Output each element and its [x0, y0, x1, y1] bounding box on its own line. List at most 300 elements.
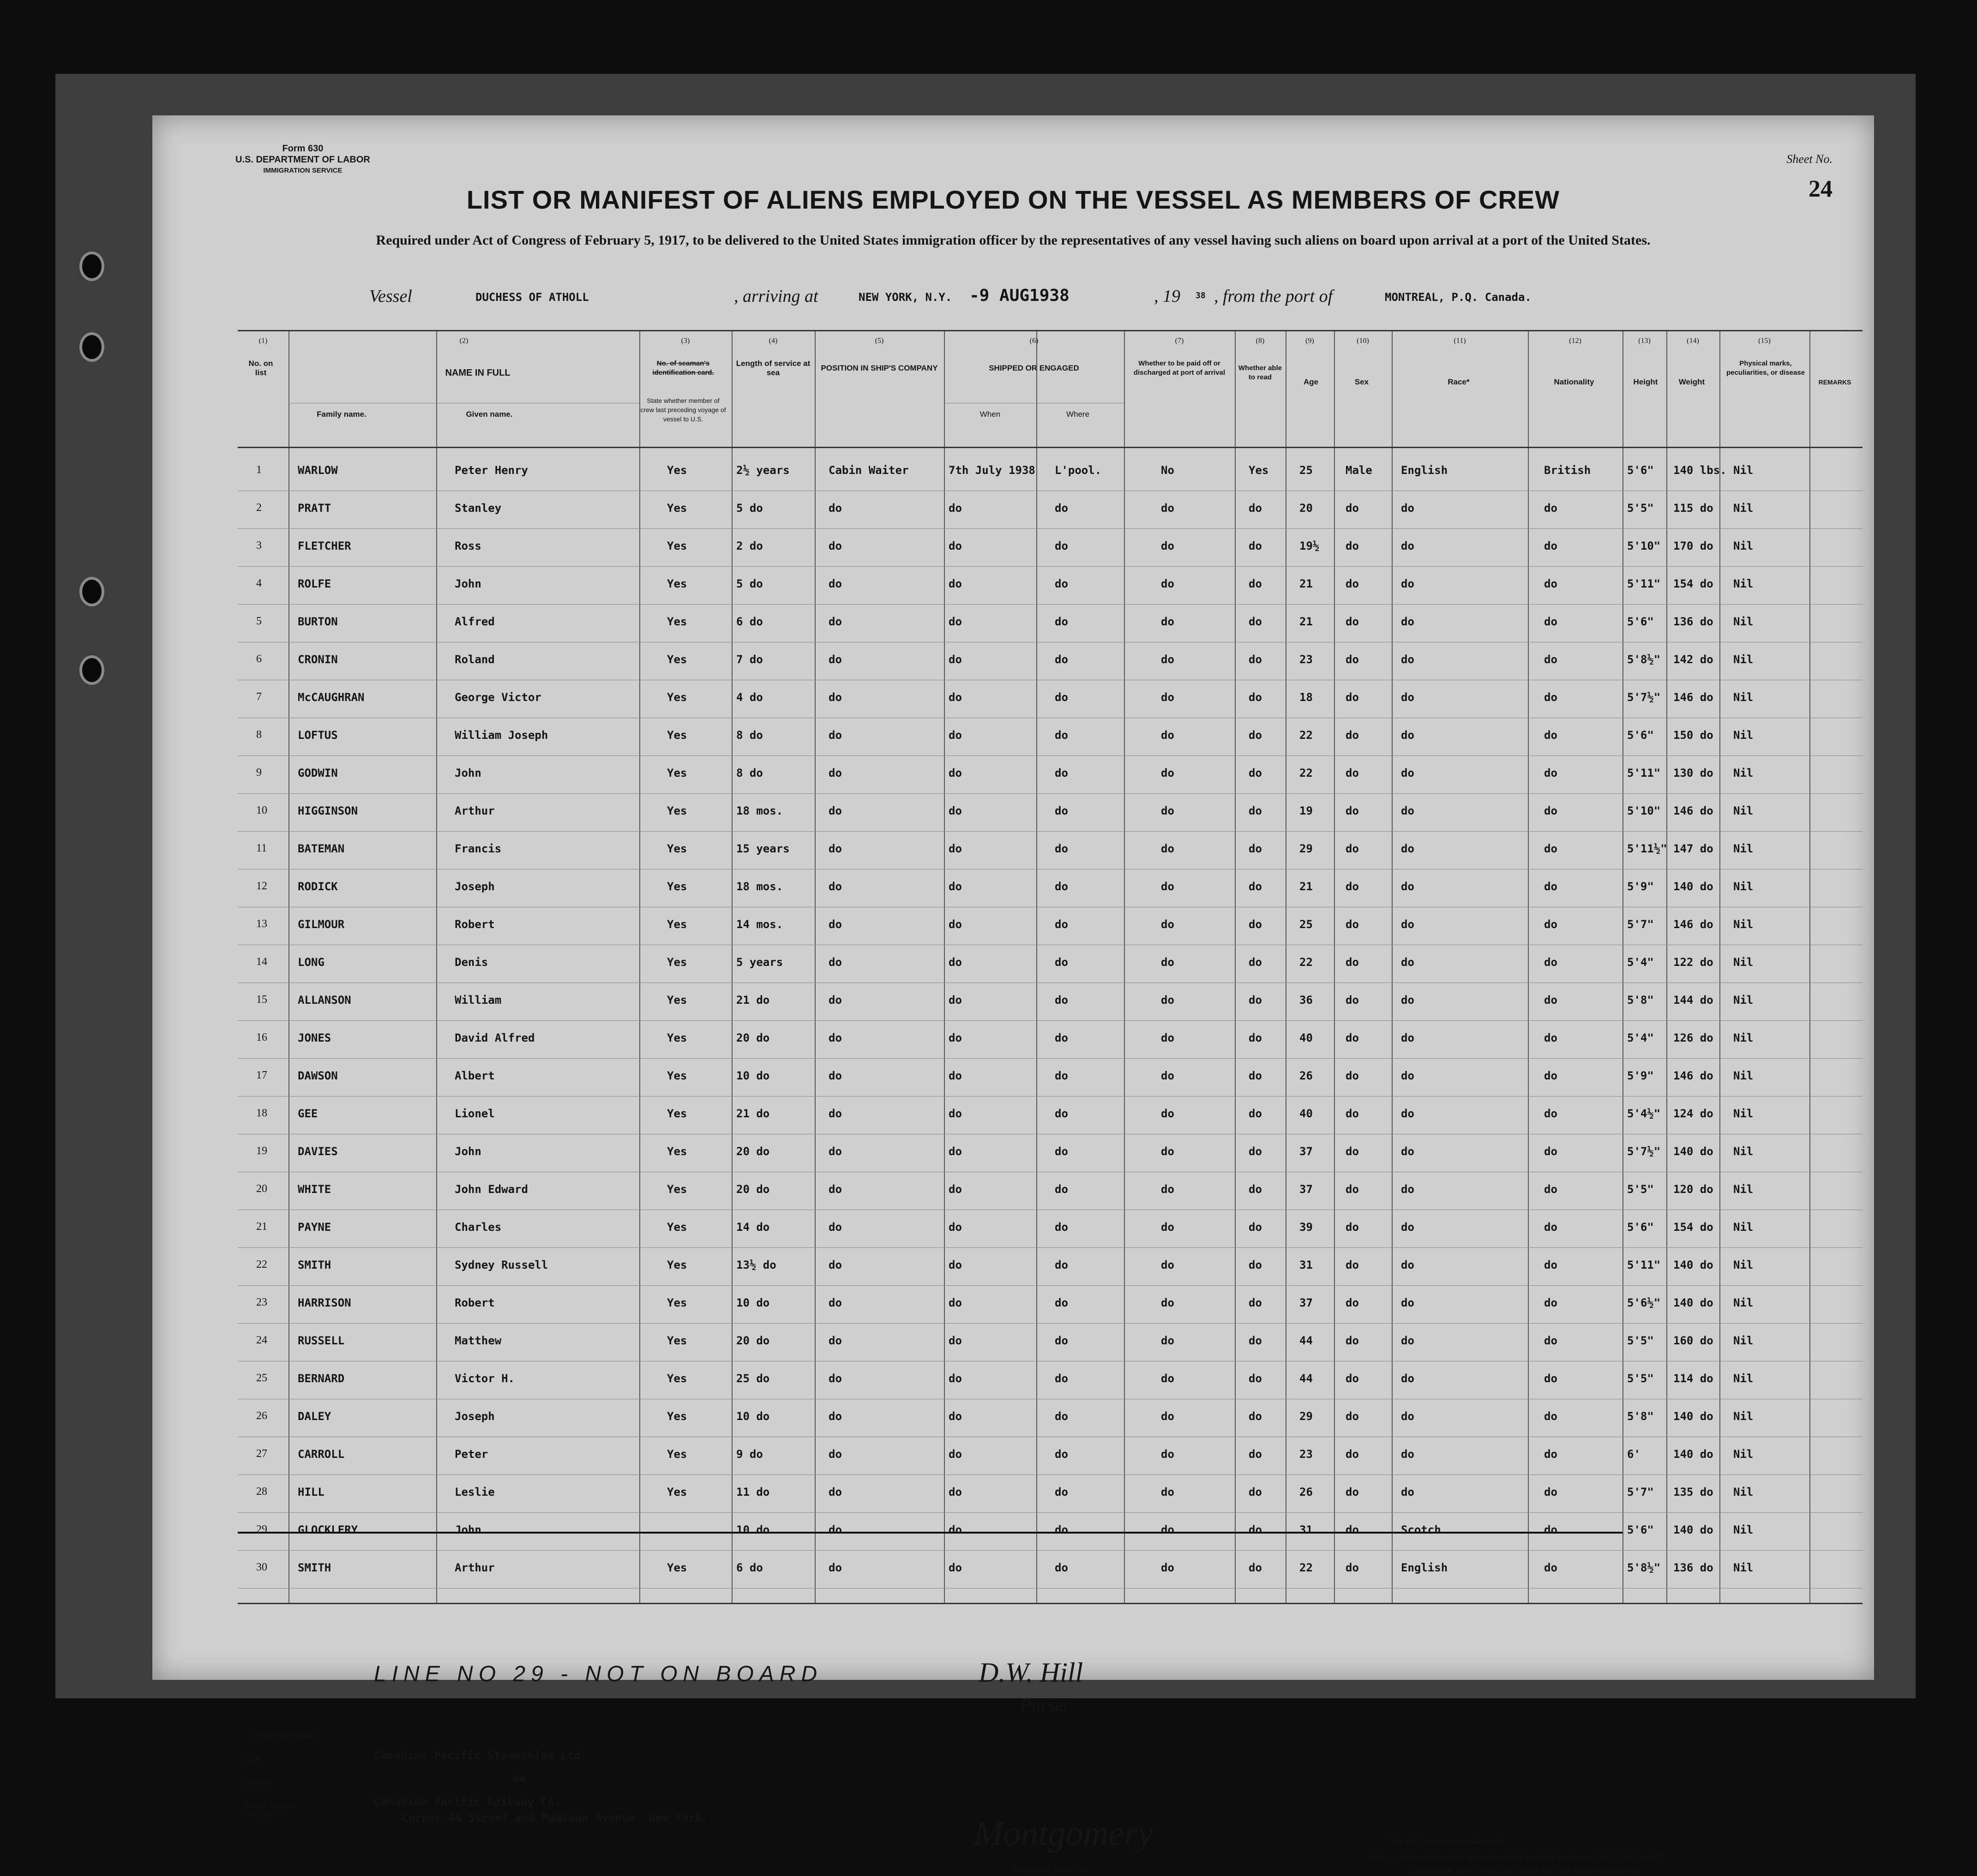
penalty-note-1: Note.—Failure to furnish full or correct information in columns (2), (5), (6) and (7) — [1371, 1853, 1664, 1863]
family-name-cell: HIGGINSON — [298, 804, 358, 817]
binding-hole — [79, 655, 104, 685]
height-cell: 5'6½" — [1627, 1296, 1661, 1309]
weight-cell: 146 do — [1673, 691, 1713, 704]
previous-voyage-cell: Yes — [667, 729, 687, 742]
paid-off-cell: do — [1161, 918, 1174, 931]
age-cell: 19 — [1299, 804, 1313, 817]
physical-marks-cell: Nil — [1733, 842, 1754, 855]
position-cell: do — [829, 502, 842, 515]
position-cell: do — [829, 729, 842, 742]
physical-marks-cell: Nil — [1733, 539, 1754, 552]
race-cell: do — [1401, 956, 1414, 969]
race-cell: do — [1401, 729, 1414, 742]
paid-off-cell: do — [1161, 539, 1174, 552]
able-to-read-cell: do — [1249, 539, 1262, 552]
paid-off-cell: do — [1161, 1296, 1174, 1309]
service-length-cell: 21 do — [736, 1107, 770, 1120]
given-name-cell: George Victor — [455, 691, 541, 704]
position-cell: do — [829, 1486, 842, 1498]
previous-voyage-cell: Yes — [667, 1069, 687, 1082]
physical-marks-cell: Nil — [1733, 653, 1754, 666]
row-number-cell: 10 — [256, 804, 267, 816]
table-row — [238, 681, 1863, 718]
weight-cell: 140 do — [1673, 1523, 1713, 1536]
shipped-where-cell: do — [1055, 767, 1068, 779]
able-to-read-cell: do — [1249, 577, 1262, 590]
previous-voyage-cell: Yes — [667, 1334, 687, 1347]
physical-marks-cell: Nil — [1733, 1561, 1754, 1574]
height-cell: 6' — [1627, 1448, 1640, 1461]
nationality-cell: do — [1544, 1334, 1557, 1347]
form-header — [235, 143, 370, 176]
race-cell: do — [1401, 1448, 1414, 1461]
row-rule — [238, 1323, 1863, 1324]
height-cell: 5'11½" — [1627, 842, 1667, 855]
given-name-cell: Roland — [455, 653, 495, 666]
sex-cell: do — [1346, 1221, 1359, 1234]
sex-cell: do — [1346, 1372, 1359, 1385]
service-length-cell: 5 do — [736, 577, 763, 590]
shipped-when-cell: do — [949, 1296, 962, 1309]
physical-marks-cell: Nil — [1733, 918, 1754, 931]
family-name-cell: BATEMAN — [298, 842, 345, 855]
row-number-cell: 9 — [256, 767, 262, 779]
paid-off-cell: do — [1161, 1259, 1174, 1271]
race-cell: do — [1401, 880, 1414, 893]
nationality-cell: do — [1544, 956, 1557, 969]
able-to-read-cell: do — [1249, 1221, 1262, 1234]
race-cell: do — [1401, 804, 1414, 817]
given-name-cell: William Joseph — [455, 729, 548, 742]
given-name-cell: William — [455, 994, 502, 1007]
form-code: 14—1240 — [245, 1811, 272, 1819]
col-previous-voyage-header: State whether member of crew last preceding voyage of vessel to U.S. — [640, 397, 726, 423]
shipped-when-cell: do — [949, 1523, 962, 1536]
family-name-cell: CARROLL — [298, 1448, 345, 1461]
physical-marks-cell: Nil — [1733, 1486, 1754, 1498]
table-row — [238, 605, 1863, 642]
row-number-cell: 23 — [256, 1296, 267, 1308]
family-name-cell: CRONIN — [298, 653, 338, 666]
able-to-read-cell: do — [1249, 1183, 1262, 1196]
paid-off-cell: do — [1161, 615, 1174, 628]
position-cell: do — [829, 653, 842, 666]
given-name-cell: David Alfred — [455, 1031, 535, 1044]
paid-off-cell: do — [1161, 1221, 1174, 1234]
table-row — [238, 567, 1863, 604]
row-rule — [238, 831, 1863, 832]
height-cell: 5'8" — [1627, 1410, 1654, 1423]
shipped-when-cell: do — [949, 1107, 962, 1120]
position-cell: do — [829, 1221, 842, 1234]
family-name-cell: WARLOW — [298, 464, 338, 477]
row-number-cell: 2 — [256, 502, 262, 514]
family-name-cell: HILL — [298, 1486, 324, 1498]
able-to-read-cell: do — [1249, 653, 1262, 666]
race-cell: do — [1401, 615, 1414, 628]
column-number: (7) — [1175, 337, 1184, 345]
service-length-cell: 6 do — [736, 615, 763, 628]
physical-marks-cell: Nil — [1733, 1410, 1754, 1423]
sex-cell: do — [1346, 804, 1359, 817]
previous-voyage-cell: Yes — [667, 918, 687, 931]
able-to-read-cell: do — [1249, 1523, 1262, 1536]
nationality-cell: do — [1544, 1372, 1557, 1385]
nationality-cell: do — [1544, 918, 1557, 931]
row-number-cell: 14 — [256, 956, 267, 968]
sheet-number: 24 — [1809, 176, 1833, 202]
col-where-header: Where — [1066, 410, 1090, 419]
sex-cell: do — [1346, 1486, 1359, 1498]
race-cell: do — [1401, 1145, 1414, 1158]
able-to-read-cell: do — [1249, 1069, 1262, 1082]
shipped-when-cell: do — [949, 1145, 962, 1158]
handwritten-title: Purser — [1020, 1694, 1070, 1715]
paid-off-cell: do — [1161, 1183, 1174, 1196]
age-cell: 20 — [1299, 502, 1313, 515]
given-name-cell: Robert — [455, 918, 495, 931]
family-name-cell: DAVIES — [298, 1145, 338, 1158]
position-cell: do — [829, 691, 842, 704]
height-cell: 5'7½" — [1627, 1145, 1661, 1158]
weight-cell: 150 do — [1673, 729, 1713, 742]
age-cell: 22 — [1299, 1561, 1313, 1574]
paid-off-cell: do — [1161, 1069, 1174, 1082]
nationality-cell: do — [1544, 1069, 1557, 1082]
age-cell: 23 — [1299, 1448, 1313, 1461]
race-cell: English — [1401, 1561, 1448, 1574]
column-number: (5) — [875, 337, 884, 345]
physical-marks-cell: Nil — [1733, 464, 1754, 477]
nationality-cell: do — [1544, 880, 1557, 893]
given-name-cell: Arthur — [455, 804, 495, 817]
agents-address: Corner 44 Street and Madison Avenue, New York. — [402, 1811, 709, 1824]
service-length-cell: 5 do — [736, 502, 763, 515]
service-length-cell: 20 do — [736, 1183, 770, 1196]
binding-hole — [79, 252, 104, 281]
age-cell: 44 — [1299, 1372, 1313, 1385]
service-length-cell: 10 do — [736, 1069, 770, 1082]
previous-voyage-cell: Yes — [667, 842, 687, 855]
nationality-cell: do — [1544, 767, 1557, 779]
table-row — [238, 870, 1863, 907]
row-number-cell: 27 — [256, 1448, 267, 1460]
service-length-cell: 18 mos. — [736, 804, 783, 817]
table-row — [238, 529, 1863, 566]
shipped-where-cell: do — [1055, 502, 1068, 515]
given-name-cell: John — [455, 1523, 481, 1536]
previous-voyage-cell: Yes — [667, 502, 687, 515]
column-number: (12) — [1569, 337, 1581, 345]
shipped-when-cell: do — [949, 539, 962, 552]
service-length-cell: 14 mos. — [736, 918, 783, 931]
row-number-cell: 25 — [256, 1372, 267, 1384]
shipped-where-cell: do — [1055, 1107, 1068, 1120]
given-name-cell: Albert — [455, 1069, 495, 1082]
service-length-cell: 10 do — [736, 1523, 770, 1536]
physical-marks-cell: Nil — [1733, 691, 1754, 704]
position-cell: do — [829, 994, 842, 1007]
height-cell: 5'10" — [1627, 539, 1661, 552]
shipped-when-cell: do — [949, 1183, 962, 1196]
given-name-cell: Joseph — [455, 880, 495, 893]
physical-marks-cell: Nil — [1733, 1523, 1754, 1536]
physical-marks-cell: Nil — [1733, 1031, 1754, 1044]
height-cell: 5'4" — [1627, 956, 1654, 969]
col-remarks-header: REMARKS — [1818, 378, 1851, 386]
service-length-cell: 11 do — [736, 1486, 770, 1498]
shipped-where-cell: do — [1055, 1145, 1068, 1158]
shipped-when-cell: do — [949, 577, 962, 590]
row-number-cell: 22 — [256, 1259, 267, 1271]
height-cell: 5'6" — [1627, 615, 1654, 628]
weight-cell: 135 do — [1673, 1486, 1713, 1498]
races-note: * See list of races on back hereof. — [1385, 1837, 1503, 1846]
service-length-cell: 18 mos. — [736, 880, 783, 893]
family-name-cell: ROLFE — [298, 577, 331, 590]
binding-hole — [79, 332, 104, 362]
height-cell: 5'6" — [1627, 729, 1654, 742]
sex-cell: do — [1346, 691, 1359, 704]
sex-cell: do — [1346, 1107, 1359, 1120]
position-cell: do — [829, 539, 842, 552]
sex-cell: do — [1346, 1523, 1359, 1536]
table-row — [238, 832, 1863, 869]
position-cell: do — [829, 956, 842, 969]
age-cell: 40 — [1299, 1107, 1313, 1120]
service-length-cell: 2½ years — [736, 464, 790, 477]
paid-off-cell: do — [1161, 1334, 1174, 1347]
given-name-cell: Alfred — [455, 615, 495, 628]
table-row — [238, 1324, 1863, 1361]
able-to-read-cell: do — [1249, 767, 1262, 779]
column-number: (2) — [459, 337, 469, 345]
age-cell: 40 — [1299, 1031, 1313, 1044]
shipped-when-cell: do — [949, 918, 962, 931]
height-cell: 5'4½" — [1627, 1107, 1661, 1120]
table-row — [238, 983, 1863, 1020]
service-length-cell: 21 do — [736, 994, 770, 1007]
race-cell: do — [1401, 1221, 1414, 1234]
shipped-where-cell: do — [1055, 804, 1068, 817]
nationality-cell: do — [1544, 842, 1557, 855]
position-cell: do — [829, 577, 842, 590]
col-able-read-header: Whether able to read — [1238, 364, 1282, 381]
family-name-cell: HARRISON — [298, 1296, 351, 1309]
shipped-where-cell: do — [1055, 1372, 1068, 1385]
shipped-where-cell: do — [1055, 1031, 1068, 1044]
age-cell: 39 — [1299, 1221, 1313, 1234]
race-cell: do — [1401, 918, 1414, 931]
row-rule — [238, 604, 1863, 605]
weight-cell: 154 do — [1673, 1221, 1713, 1234]
age-cell: 31 — [1299, 1259, 1313, 1271]
row-rule — [238, 528, 1863, 529]
service-length-cell: 6 do — [736, 1561, 763, 1574]
previous-voyage-cell: Yes — [667, 464, 687, 477]
height-cell: 5'9" — [1627, 880, 1654, 893]
table-row — [238, 1135, 1863, 1172]
race-cell: do — [1401, 1486, 1414, 1498]
height-cell: 5'4" — [1627, 1031, 1654, 1044]
previous-voyage-cell: Yes — [667, 1221, 687, 1234]
vessel-name: DUCHESS OF ATHOLL — [475, 291, 589, 304]
shipped-when-cell: do — [949, 994, 962, 1007]
weight-cell: 142 do — [1673, 653, 1713, 666]
row-rule — [238, 1096, 1863, 1097]
row-number-cell: 5 — [256, 615, 262, 627]
sex-cell: do — [1346, 653, 1359, 666]
column-number: (4) — [769, 337, 778, 345]
line-value: Canadian Pacific Steamships Ltd. — [374, 1749, 588, 1762]
shipped-where-cell: do — [1055, 539, 1068, 552]
given-name-cell: Joseph — [455, 1410, 495, 1423]
row-number-cell: 6 — [256, 653, 262, 665]
given-name-cell: Ross — [455, 539, 481, 552]
shipped-where-cell: do — [1055, 1561, 1068, 1574]
service-length-cell: 8 do — [736, 729, 763, 742]
previous-voyage-cell: Yes — [667, 577, 687, 590]
table-row — [238, 1021, 1863, 1058]
agents-label: Local Agents — [245, 1800, 294, 1810]
race-cell: do — [1401, 767, 1414, 779]
age-cell: 25 — [1299, 464, 1313, 477]
shipped-where-cell: do — [1055, 1183, 1068, 1196]
nationality-cell: do — [1544, 1296, 1557, 1309]
able-to-read-cell: do — [1249, 1107, 1262, 1120]
nationality-cell: do — [1544, 1523, 1557, 1536]
col-race-header: Race* — [1448, 378, 1470, 386]
paid-off-cell: do — [1161, 502, 1174, 515]
family-name-cell: BURTON — [298, 615, 338, 628]
row-rule — [238, 1020, 1863, 1021]
paid-off-cell: do — [1161, 842, 1174, 855]
shipped-when-cell: do — [949, 1372, 962, 1385]
column-number: (13) — [1638, 337, 1651, 345]
race-cell: do — [1401, 1372, 1414, 1385]
race-cell: do — [1401, 1410, 1414, 1423]
height-cell: 5'8½" — [1627, 1561, 1661, 1574]
position-cell: do — [829, 1145, 842, 1158]
inspector-signature: Montgomery — [974, 1814, 1154, 1853]
family-name-cell: GILMOUR — [298, 918, 345, 931]
age-cell: 22 — [1299, 729, 1313, 742]
position-cell: do — [829, 1031, 842, 1044]
col-weight-header: Weight — [1678, 378, 1705, 386]
paid-off-cell: do — [1161, 956, 1174, 969]
shipped-where-cell: L'pool. — [1055, 464, 1102, 477]
family-name-cell: GEE — [298, 1107, 318, 1120]
family-name-cell: BERNARD — [298, 1372, 345, 1385]
weight-cell: 120 do — [1673, 1183, 1713, 1196]
physical-marks-cell: Nil — [1733, 615, 1754, 628]
able-to-read-cell: do — [1249, 918, 1262, 931]
column-number: (1) — [258, 337, 268, 345]
sex-cell: Male — [1346, 464, 1372, 477]
service-length-cell: 20 do — [736, 1145, 770, 1158]
col-nationality-header: Nationality — [1554, 378, 1594, 386]
race-cell: do — [1401, 653, 1414, 666]
service-length-cell: 8 do — [736, 767, 763, 779]
col-height-header: Height — [1633, 378, 1658, 386]
nationality-cell: do — [1544, 804, 1557, 817]
agents-value: Canadian Pacific Railway Co. — [374, 1795, 561, 1808]
previous-voyage-cell: Yes — [667, 653, 687, 666]
able-to-read-cell: do — [1249, 1031, 1262, 1044]
age-cell: 29 — [1299, 1410, 1313, 1423]
physical-marks-cell: Nil — [1733, 1334, 1754, 1347]
race-cell: do — [1401, 577, 1414, 590]
previous-voyage-cell: Yes — [667, 1259, 687, 1271]
nationality-cell: do — [1544, 1448, 1557, 1461]
previous-voyage-cell: Yes — [667, 1031, 687, 1044]
row-number-cell: 12 — [256, 880, 267, 892]
nationality-cell: do — [1544, 1107, 1557, 1120]
row-rule — [238, 755, 1863, 756]
row-number-cell: 8 — [256, 729, 262, 741]
shipped-where-cell: do — [1055, 691, 1068, 704]
row-number-cell: 11 — [256, 842, 267, 854]
col-service-header: Length of service at sea — [736, 359, 811, 377]
paid-off-cell: do — [1161, 1410, 1174, 1423]
age-cell: 19½ — [1299, 539, 1320, 552]
shipped-when-cell: do — [949, 729, 962, 742]
table-row — [238, 1438, 1863, 1474]
shipped-where-cell: do — [1055, 918, 1068, 931]
col-position-header: POSITION IN SHIP'S COMPANY — [821, 364, 938, 372]
height-cell: 5'6" — [1627, 1523, 1654, 1536]
physical-marks-cell: Nil — [1733, 994, 1754, 1007]
nationality-cell: do — [1544, 577, 1557, 590]
service: IMMIGRATION SERVICE — [263, 167, 343, 174]
family-name-cell: DALEY — [298, 1410, 331, 1423]
position-cell: do — [829, 1183, 842, 1196]
sex-cell: do — [1346, 1334, 1359, 1347]
table-row — [238, 1362, 1863, 1399]
weight-cell: 146 do — [1673, 804, 1713, 817]
table-row — [238, 794, 1863, 831]
height-cell: 5'11" — [1627, 1259, 1661, 1271]
table-row — [238, 719, 1863, 755]
position-cell: do — [829, 880, 842, 893]
physical-marks-cell: Nil — [1733, 1107, 1754, 1120]
paid-off-cell: do — [1161, 767, 1174, 779]
race-cell: do — [1401, 1259, 1414, 1271]
sex-cell: do — [1346, 994, 1359, 1007]
shipped-when-cell: do — [949, 880, 962, 893]
row-number-cell: 26 — [256, 1410, 267, 1422]
physical-marks-cell: Nil — [1733, 1448, 1754, 1461]
physical-marks-cell: Nil — [1733, 1296, 1754, 1309]
date-stamp: -9 AUG1938 — [969, 286, 1070, 305]
row-number-cell: 13 — [256, 918, 267, 930]
service-length-cell: 13½ do — [736, 1259, 776, 1271]
family-name-cell: LONG — [298, 956, 324, 969]
given-name-cell: Robert — [455, 1296, 495, 1309]
able-to-read-cell: do — [1249, 1448, 1262, 1461]
sex-cell: do — [1346, 1448, 1359, 1461]
shipped-when-cell: do — [949, 1448, 962, 1461]
physical-marks-cell: Nil — [1733, 880, 1754, 893]
age-cell: 37 — [1299, 1145, 1313, 1158]
shipped-where-cell: do — [1055, 994, 1068, 1007]
column-number: (10) — [1357, 337, 1369, 345]
service-length-cell: 20 do — [736, 1334, 770, 1347]
sex-cell: do — [1346, 1069, 1359, 1082]
row-number-cell: 18 — [256, 1107, 267, 1119]
family-name-cell: RUSSELL — [298, 1334, 345, 1347]
line-label: Line — [245, 1754, 262, 1764]
